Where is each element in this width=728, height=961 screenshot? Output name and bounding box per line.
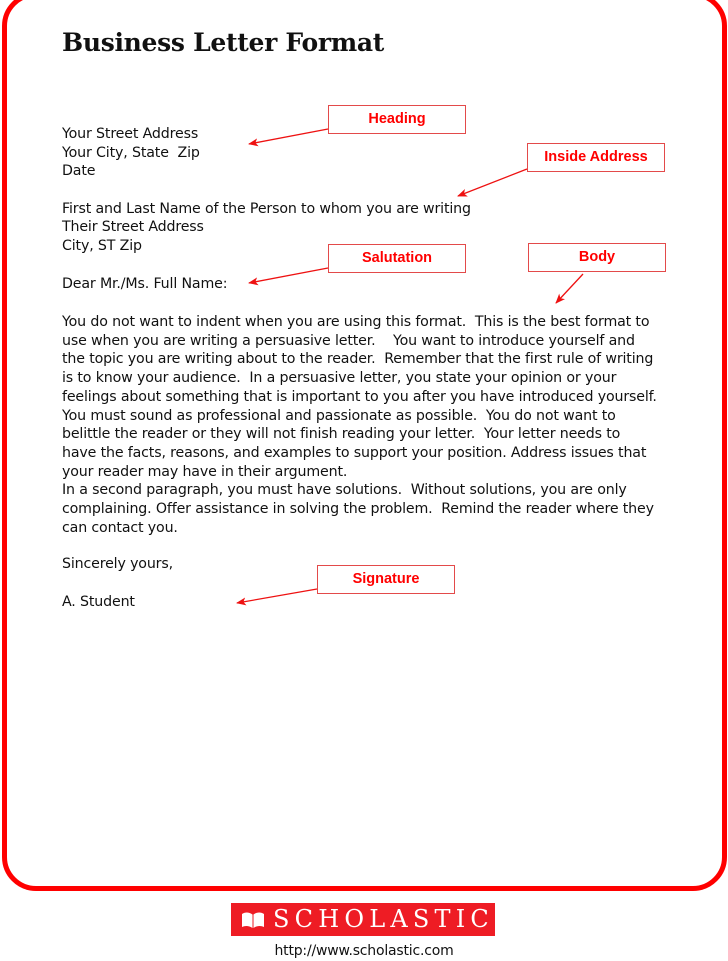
sender-city-state-zip: Your City, State Zip xyxy=(62,145,200,161)
body-line: can contact you. xyxy=(62,519,178,536)
footer-url-link[interactable]: http://www.scholastic.com xyxy=(274,943,454,959)
body-line: have the facts, reasons, and examples to support your position. Address issues that xyxy=(62,444,647,461)
body-line: complaining. Offer assistance in solving the problem. Remind the reader where they xyxy=(62,501,654,518)
sender-street-address: Your Street Address xyxy=(62,126,199,142)
body-line: belittle the reader or they will not finish reading your letter. Your letter needs to xyxy=(62,426,621,443)
scholastic-logo[interactable] xyxy=(231,903,495,936)
logo-text: SCHOLASTIC xyxy=(273,905,494,933)
body-line: feelings about something that is important to you after you have introduced yourself. xyxy=(62,388,657,405)
letter-body xyxy=(62,313,682,537)
letter-date: Date xyxy=(62,163,96,179)
body-line: You must sound as professional and passionate as possible. You do not want to xyxy=(62,407,616,424)
recipient-street-address: Their Street Address xyxy=(62,219,204,235)
recipient-city-state-zip: City, ST Zip xyxy=(62,238,142,254)
document-title: Business Letter Format xyxy=(62,28,385,57)
body-line: In a second paragraph, you must have solutions. Without solutions, you are only xyxy=(62,482,627,499)
salutation-text: Dear Mr./Ms. Full Name: xyxy=(62,276,228,292)
body-line: You do not want to indent when you are using this format. This is the best format to xyxy=(62,314,650,330)
body-line: your reader may have in their argument. xyxy=(62,463,348,480)
recipient-name: First and Last Name of the Person to whom you are writing xyxy=(62,201,471,217)
callout-heading: Heading xyxy=(328,105,466,134)
open-book-icon xyxy=(241,911,265,929)
callout-salutation: Salutation xyxy=(328,244,466,273)
closing-text: Sincerely yours, xyxy=(62,556,173,572)
callout-signature: Signature xyxy=(317,565,455,594)
body-line: use when you are writing a persuasive letter. You want to introduce yourself and xyxy=(62,332,635,349)
body-line: is to know your audience. In a persuasive letter, you state your opinion or your xyxy=(62,370,617,387)
body-line: the topic you are writing about to the reader. Remember that the first rule of writing xyxy=(62,351,654,368)
signature-name: A. Student xyxy=(62,594,135,610)
callout-inside-address: Inside Address xyxy=(527,143,665,172)
callout-body: Body xyxy=(528,243,666,272)
